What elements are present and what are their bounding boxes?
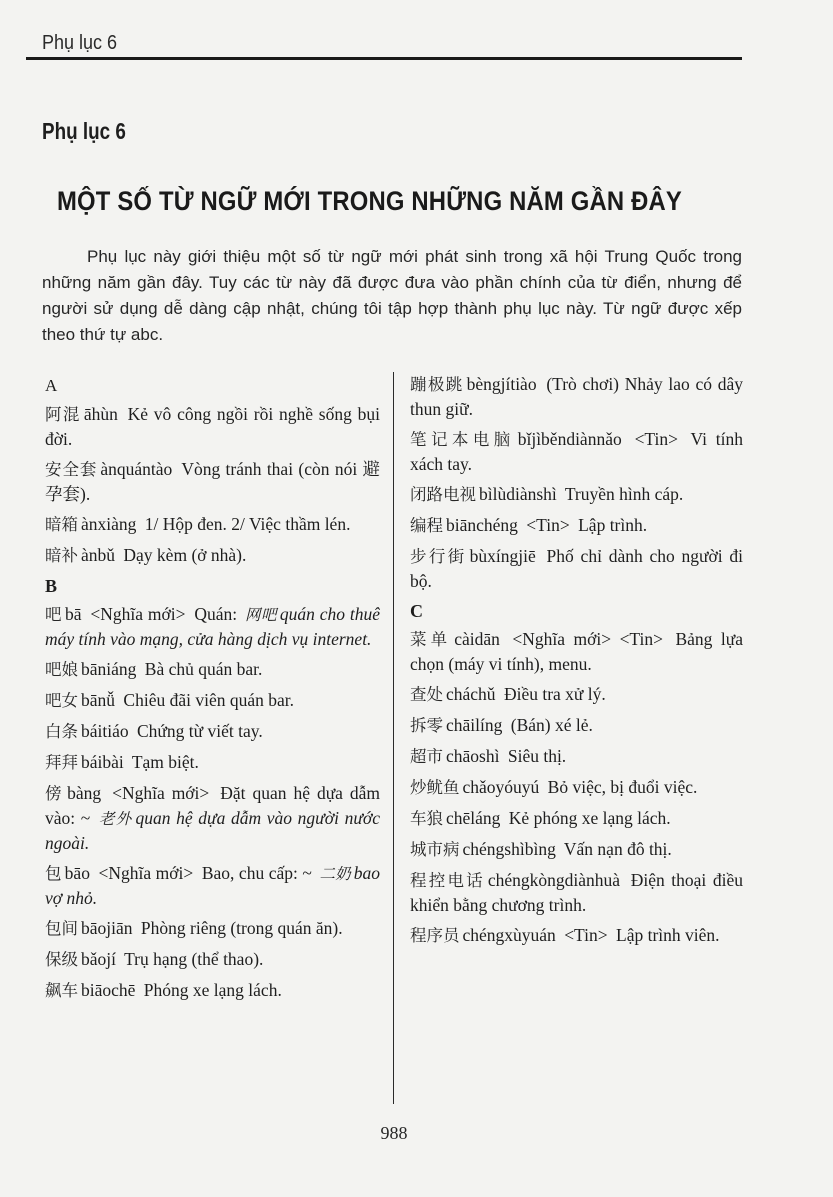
running-header: Phụ lục 6 xyxy=(42,32,118,54)
entry-pinyin: bìlùdiànshì xyxy=(479,484,557,504)
example-hanzi: 老外 xyxy=(98,810,133,828)
entry-hanzi: 车狼 xyxy=(410,809,443,828)
entry-definition: Dạy kèm (ở nhà). xyxy=(123,545,247,565)
entry-pinyin: bàng xyxy=(67,783,102,803)
entry-hanzi: 编程 xyxy=(410,516,443,535)
entry-definition: Chứng từ viết tay. xyxy=(137,721,263,741)
dictionary-entry xyxy=(410,682,743,707)
entry-definition: Vi tính xách tay. xyxy=(410,429,744,474)
dictionary-entry xyxy=(45,781,380,855)
entry-definition: Trụ hạng (thể thao). xyxy=(124,949,264,969)
entry-definition: Điều tra xử lý. xyxy=(503,684,606,704)
entry-pinyin: biānchéng xyxy=(446,515,518,535)
dictionary-entry xyxy=(410,837,743,862)
dictionary-entry xyxy=(45,947,380,972)
entry-pinyin: bāniáng xyxy=(81,659,137,679)
right-column xyxy=(410,372,743,954)
letter-heading-a: A xyxy=(45,376,58,395)
dictionary-entry xyxy=(45,602,380,651)
entry-hanzi: 查处 xyxy=(410,685,443,704)
entry-pinyin: bā xyxy=(64,604,82,624)
example-text: bao vợ nhỏ. xyxy=(45,863,381,908)
entry-tag: <Nghĩa mới> xyxy=(112,783,210,803)
entry-pinyin: chéngkòngdiànhuà xyxy=(487,870,621,890)
entry-definition: Bà chủ quán bar. xyxy=(144,659,263,679)
dictionary-entry xyxy=(45,657,380,682)
dictionary-entry xyxy=(410,544,743,593)
entry-hanzi: 阿混 xyxy=(45,405,81,424)
dictionary-entry xyxy=(45,916,380,941)
entry-hanzi: 拆零 xyxy=(410,716,443,735)
entry-pinyin: chéngxùyuán xyxy=(462,925,556,945)
dictionary-entry xyxy=(45,978,380,1003)
entry-pinyin: chāoshì xyxy=(446,746,500,766)
entry-hanzi: 包间 xyxy=(45,919,78,938)
entry-definition: (Trò chơi) Nhảy lao có dây thun giữ. xyxy=(410,374,744,419)
entry-hanzi: 吧女 xyxy=(45,691,78,710)
entry-hanzi: 蹦极跳 xyxy=(410,375,464,394)
example-hanzi: 二奶 xyxy=(319,865,351,883)
intro-paragraph: Phụ lục này giới thiệu một số từ ngữ mới phát sinh trong xã hội Trung Quốc trong những năm gần đây. Tuy các từ này đã được đưa vào phần chính của từ điển, nhưng để người sử dụng dễ dàng cập nhật, chúng tôi tập hợp thành phụ lục này. Từ ngữ được xếp theo thứ tự abc. xyxy=(42,247,742,344)
entry-hanzi: 拜拜 xyxy=(45,753,78,772)
entry-hanzi: 闭路电视 xyxy=(410,485,476,504)
entry-pinyin: bāo xyxy=(64,863,90,883)
dictionary-entry xyxy=(410,372,743,421)
entry-definition: Lập trình. xyxy=(578,515,648,535)
entry-definition: Đặt quan hệ dựa dẫm vào: ~ xyxy=(45,783,381,828)
entry-pinyin: bānǚ xyxy=(81,690,116,710)
entry-definition: Vấn nạn đô thị. xyxy=(563,839,672,859)
dictionary-entry xyxy=(410,627,743,676)
entry-definition: Quán: xyxy=(194,604,238,624)
entry-pinyin: bèngjítiào xyxy=(466,374,537,394)
entry-pinyin: ànxiàng xyxy=(81,514,137,534)
dictionary-entry xyxy=(410,923,743,948)
entry-hanzi: 白条 xyxy=(45,722,78,741)
entry-pinyin: càidān xyxy=(454,629,500,649)
dictionary-entry xyxy=(45,512,380,537)
entry-pinyin: chēláng xyxy=(446,808,501,828)
dictionary-entry xyxy=(45,719,380,744)
entry-hanzi: 保级 xyxy=(45,950,78,969)
entry-tag: <Tin> xyxy=(634,429,678,449)
dictionary-entry xyxy=(410,806,743,831)
dictionary-entry xyxy=(45,402,380,451)
entry-tag: <Tin> xyxy=(526,515,570,535)
example-hanzi: 网吧 xyxy=(244,606,277,624)
dictionary-entry xyxy=(410,513,743,538)
entry-pinyin: ànquántào xyxy=(100,459,173,479)
entry-hanzi: 傍 xyxy=(45,784,65,803)
page-title: MỘT SỐ TỪ NGỮ MỚI TRONG NHỮNG NĂM GẦN ĐÂY xyxy=(57,186,683,216)
entry-pinyin: bāojiān xyxy=(81,918,133,938)
entry-hanzi: 吧娘 xyxy=(45,660,78,679)
entry-tag: <Tin> xyxy=(564,925,608,945)
letter-heading-b: B xyxy=(45,576,58,596)
entry-definition: Phóng xe lạng lách. xyxy=(143,980,282,1000)
entry-definition: Bảng lựa chọn (máy vi tính), menu. xyxy=(410,629,744,674)
entry-pinyin: báibài xyxy=(81,752,124,772)
entry-hanzi: 飙车 xyxy=(45,981,78,1000)
entry-tag: <Nghĩa mới> xyxy=(98,863,194,883)
entry-definition: Bỏ việc, bị đuổi việc. xyxy=(547,777,698,797)
dictionary-entry xyxy=(410,744,743,769)
entry-hanzi: 程序员 xyxy=(410,926,460,945)
example-text: quán cho thuê máy tính vào mạng, cửa hàng dịch vụ internet. xyxy=(45,604,381,649)
entry-hanzi: 暗补 xyxy=(45,546,78,565)
page-number: 988 xyxy=(380,1123,408,1143)
dictionary-entry xyxy=(45,457,380,506)
entry-pinyin: biāochē xyxy=(81,980,136,1000)
dictionary-entry xyxy=(45,543,380,568)
entry-pinyin: báitiáo xyxy=(81,721,129,741)
dictionary-entry xyxy=(410,427,743,476)
example-text: quan hệ dựa dẫm vào người nước ngoài. xyxy=(45,808,380,853)
entry-pinyin: chéngshìbìng xyxy=(462,839,556,859)
dictionary-entry xyxy=(410,868,743,917)
entry-hanzi: 包 xyxy=(45,864,62,883)
entry-definition: Vòng tránh thai (còn nói 避孕套). xyxy=(45,459,381,504)
entry-pinyin: chāilíng xyxy=(446,715,503,735)
entry-pinyin: bǐjìběndiànnǎo xyxy=(517,429,622,449)
entry-hanzi: 菜单 xyxy=(410,630,452,649)
dictionary-entry xyxy=(45,688,380,713)
entry-hanzi: 暗箱 xyxy=(45,515,78,534)
entry-definition: Truyền hình cáp. xyxy=(564,484,684,504)
entry-hanzi: 程控电话 xyxy=(410,871,485,890)
entry-definition: Điện thoại điều khiển bằng chương trình. xyxy=(410,870,744,915)
entry-tag: <Nghĩa mới> xyxy=(90,604,186,624)
entry-tag: <Nghĩa mới> <Tin> xyxy=(512,629,663,649)
entry-hanzi: 安全套 xyxy=(45,460,98,479)
entry-pinyin: bǎojí xyxy=(81,949,116,969)
entry-definition: Chiêu đãi viên quán bar. xyxy=(123,690,294,710)
entry-pinyin: ànbǔ xyxy=(81,545,116,565)
entry-definition: Kẻ vô công ngồi rồi nghề sống bụi đời. xyxy=(45,404,380,449)
dictionary-entry xyxy=(410,775,743,800)
entry-hanzi: 步行街 xyxy=(410,547,467,566)
column-divider xyxy=(393,372,394,1104)
entry-hanzi: 吧 xyxy=(45,605,62,624)
entry-definition: Siêu thị. xyxy=(507,746,567,766)
dictionary-entry xyxy=(410,713,743,738)
entry-hanzi: 超市 xyxy=(410,747,443,766)
entry-hanzi: 城市病 xyxy=(410,840,460,859)
section-label: Phụ lục 6 xyxy=(42,118,126,144)
entry-definition: Lập trình viên. xyxy=(616,925,720,945)
dictionary-entry xyxy=(45,750,380,775)
entry-definition: Bao, chu cấp: ~ xyxy=(201,863,312,883)
entry-definition: 1/ Hộp đen. 2/ Việc thầm lén. xyxy=(144,514,351,534)
entry-definition: (Bán) xé lẻ. xyxy=(510,715,593,735)
left-column xyxy=(45,372,380,1009)
entry-pinyin: āhùn xyxy=(83,404,118,424)
header-rule xyxy=(26,57,742,60)
entry-hanzi: 笔记本电脑 xyxy=(410,430,515,449)
dictionary-entry xyxy=(45,861,380,910)
entry-definition: Tạm biệt. xyxy=(131,752,199,772)
entry-definition: Phố chỉ dành cho người đi bộ. xyxy=(410,546,743,591)
entry-pinyin: chǎoyóuyú xyxy=(462,777,540,797)
entry-definition: Phòng riêng (trong quán ăn). xyxy=(140,918,343,938)
entry-pinyin: bùxíngjiē xyxy=(469,546,536,566)
entry-pinyin: cháchǔ xyxy=(446,684,496,704)
entry-hanzi: 炒鱿鱼 xyxy=(410,778,460,797)
dictionary-entry xyxy=(410,482,743,507)
letter-heading-c: C xyxy=(410,601,423,621)
entry-definition: Kẻ phóng xe lạng lách. xyxy=(508,808,671,828)
